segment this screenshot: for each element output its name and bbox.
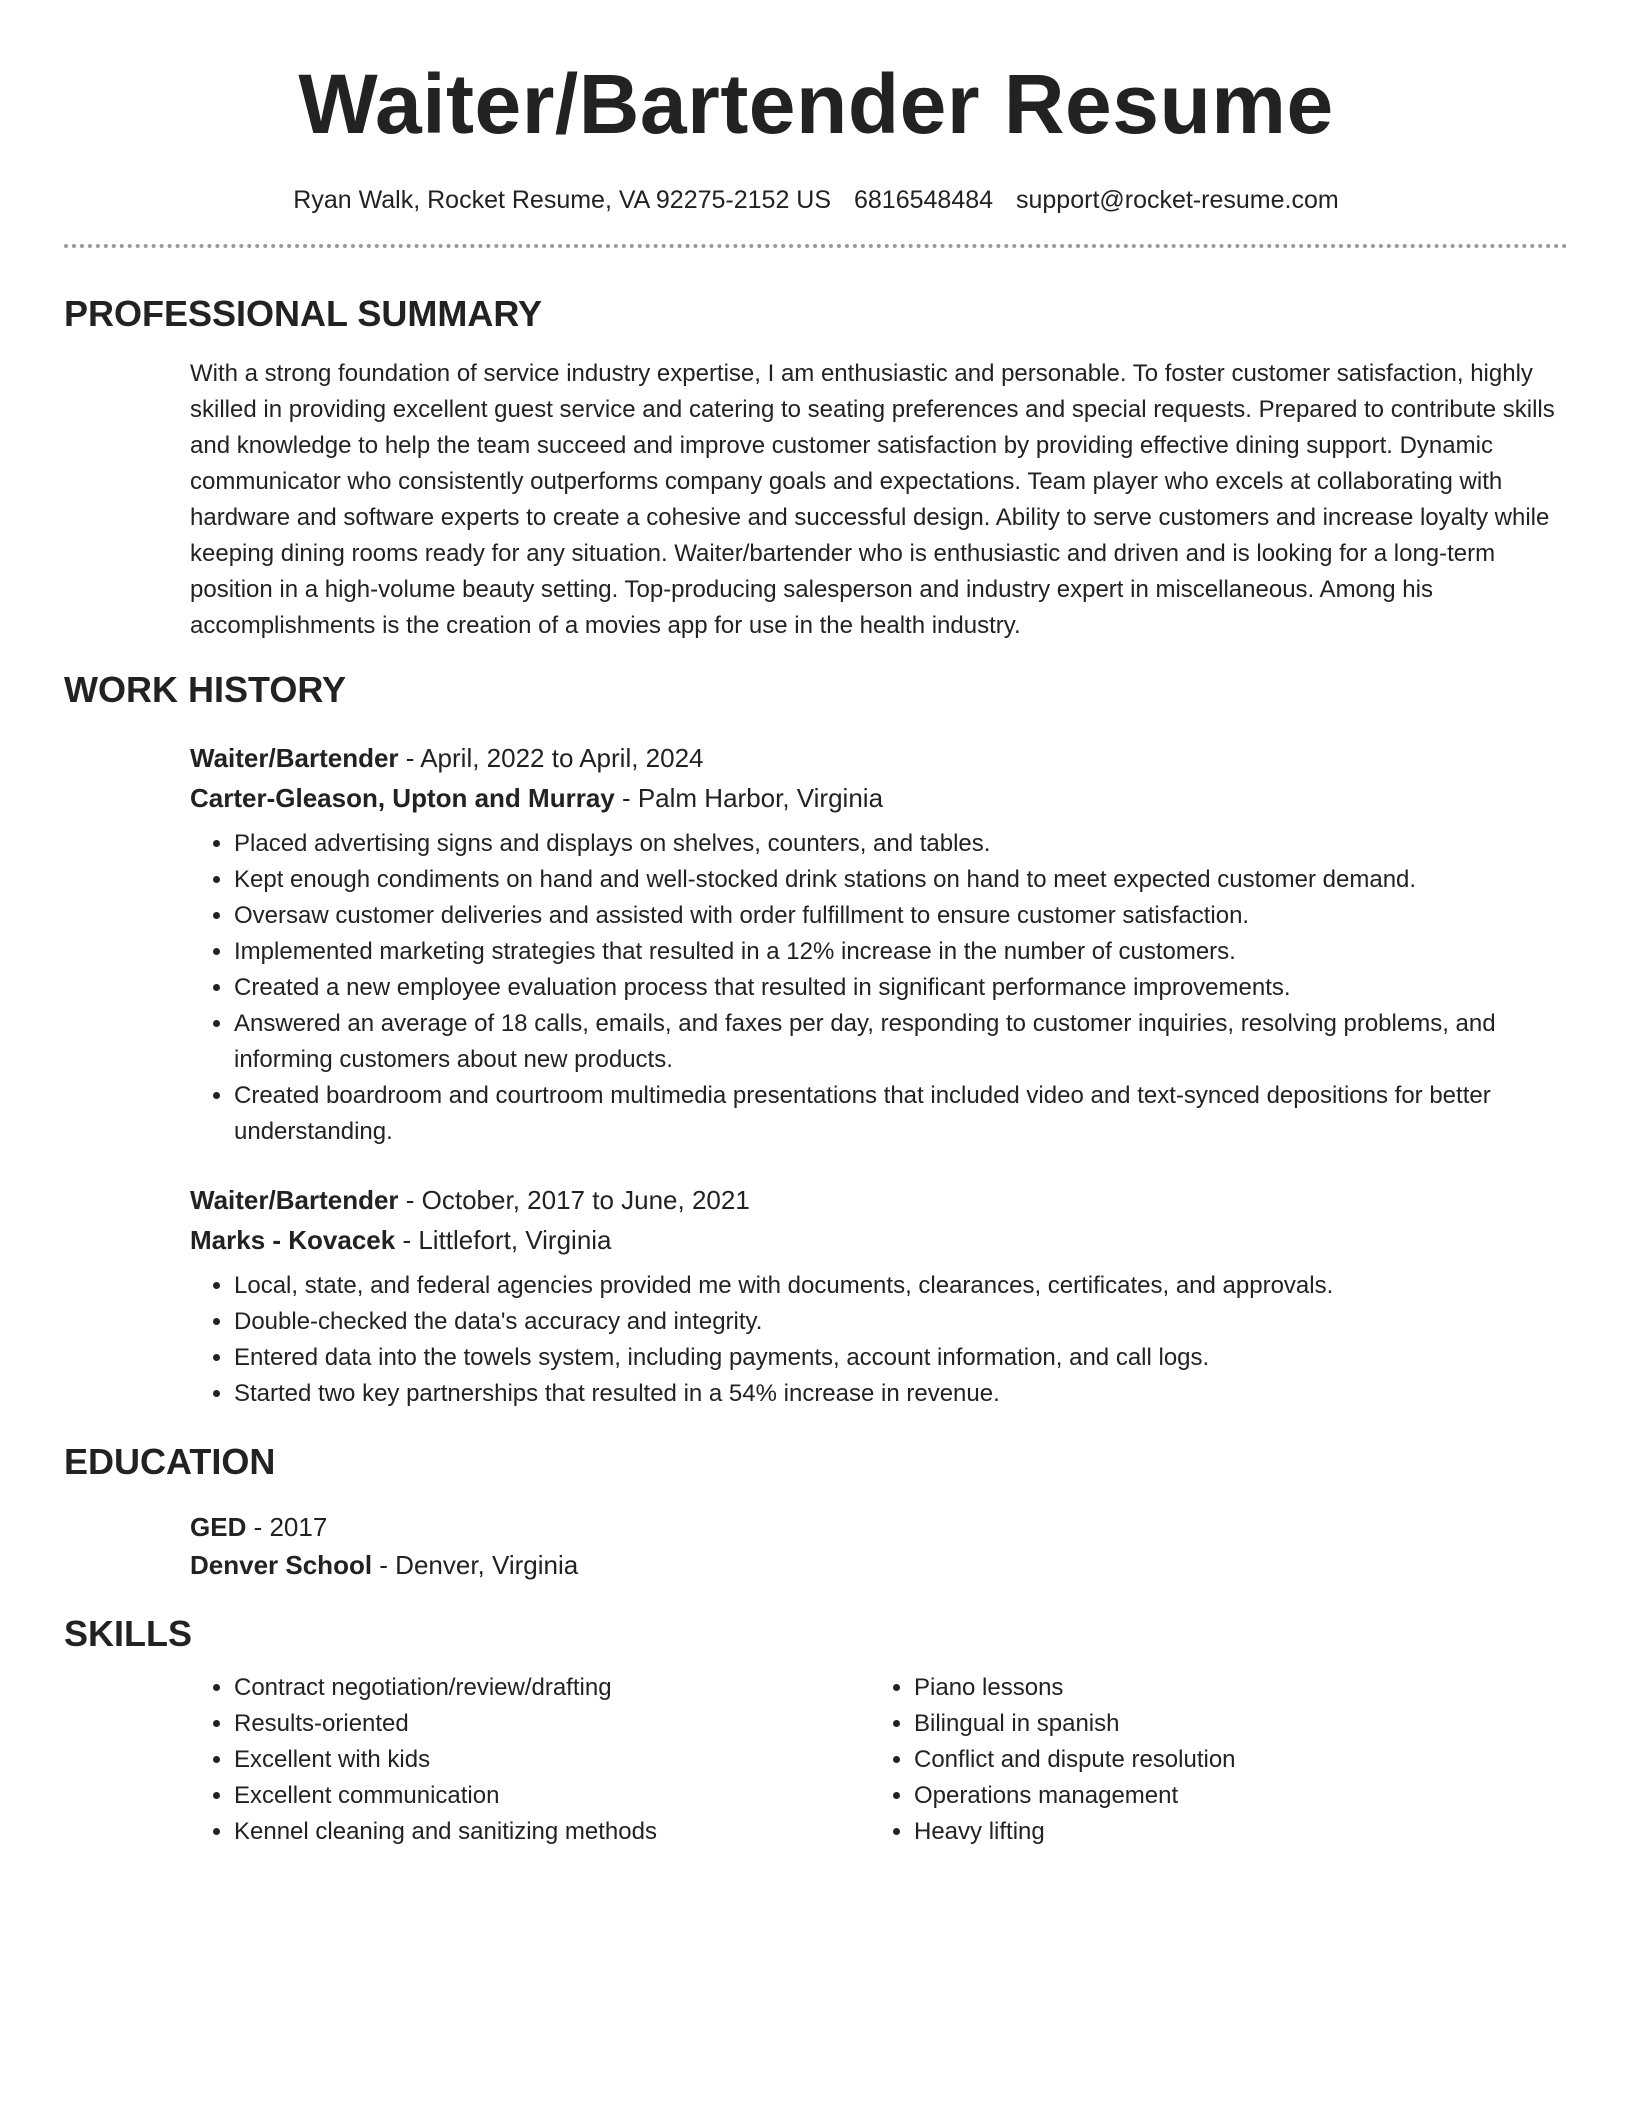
section-heading-education: EDUCATION	[64, 1441, 276, 1482]
job-dates: - April, 2022 to April, 2024	[398, 743, 704, 773]
education-entry	[190, 1508, 1568, 1584]
job-entry	[190, 738, 1568, 1150]
list-item: • Conflict and dispute resolution	[914, 1742, 1550, 1778]
contact-address: Ryan Walk, Rocket Resume, VA 92275-2152 US	[293, 186, 832, 214]
list-item: • Local, state, and federal agencies provided me with documents, clearances, certificates, and approvals.	[234, 1268, 1568, 1304]
page-title: Waiter/Bartender Resume	[298, 57, 1334, 151]
list-item: • Kept enough condiments on hand and well-stocked drink stations on hand to meet expected customer demand.	[234, 862, 1568, 898]
list-item: • Oversaw customer deliveries and assisted with order fulfillment to ensure customer satisfaction.	[234, 898, 1568, 934]
list-item: • Piano lessons	[914, 1670, 1550, 1706]
skills-columns	[190, 1670, 1568, 1850]
job-title-line	[190, 738, 1568, 778]
summary-text: With a strong foundation of service industry expertise, I am enthusiastic and personable. To foster customer satisfaction, highly skilled in providing excellent guest service and catering to seating preferences and special requests. Prepared to contribute skills and knowledge to help the team succeed and improve customer satisfaction by providing effective dining support. Dynamic communicator who consistently outperforms company goals and expectations. Team player who excels at collaborating with hardware and software experts to create a cohesive and successful design. Ability to serve customers and increase loyalty while keeping dining rooms ready for any situation. Waiter/bartender who is enthusiastic and driven and is looking for a long-term position in a high-volume beauty setting. Top-producing salesperson and industry expert in miscellaneous. Among his accomplishments is the creation of a movies app for use in the health industry.	[190, 360, 1555, 639]
education-year: - 2017	[246, 1512, 328, 1542]
section-heading-work-history: WORK HISTORY	[64, 669, 347, 710]
list-item: • Implemented marketing strategies that resulted in a 12% increase in the number of customers.	[234, 934, 1568, 970]
skills-list-right	[870, 1670, 1550, 1850]
header-divider	[64, 244, 1568, 248]
list-item: • Placed advertising signs and displays on shelves, counters, and tables.	[234, 826, 1568, 862]
list-item: • Answered an average of 18 calls, emails, and faxes per day, responding to customer inquiries, resolving problems, and informing customers about new products.	[234, 1006, 1568, 1078]
list-item: • Double-checked the data's accuracy and integrity.	[234, 1304, 1568, 1340]
job-company: Marks - Kovacek	[190, 1225, 396, 1255]
job-title: Waiter/Bartender	[190, 1185, 399, 1215]
list-item: • Entered data into the towels system, including payments, account information, and call logs.	[234, 1340, 1568, 1376]
job-entry	[190, 1180, 1568, 1412]
job-location: - Palm Harbor, Virginia	[614, 783, 884, 813]
list-item: • Created boardroom and courtroom multimedia presentations that included video and text-synced depositions for better understanding.	[234, 1078, 1568, 1150]
list-item: • Results-oriented	[234, 1706, 870, 1742]
contact-email: support@rocket-resume.com	[1016, 186, 1339, 214]
section-heading-summary: PROFESSIONAL SUMMARY	[64, 293, 543, 334]
contact-line	[64, 184, 1568, 216]
list-item: • Bilingual in spanish	[914, 1706, 1550, 1742]
education-location: - Denver, Virginia	[372, 1550, 579, 1580]
job-title: Waiter/Bartender	[190, 743, 399, 773]
list-item: • Excellent with kids	[234, 1742, 870, 1778]
list-item: • Operations management	[914, 1778, 1550, 1814]
education-school: Denver School	[190, 1550, 373, 1580]
job-duties-list	[190, 1268, 1568, 1412]
section-heading-skills: SKILLS	[64, 1613, 193, 1654]
job-title-line	[190, 1180, 1568, 1220]
skills-list-left	[190, 1670, 870, 1850]
job-company: Carter-Gleason, Upton and Murray	[190, 783, 615, 813]
job-location: - Littlefort, Virginia	[395, 1225, 612, 1255]
list-item: • Started two key partnerships that resulted in a 54% increase in revenue.	[234, 1376, 1568, 1412]
education-degree: GED	[190, 1512, 247, 1542]
list-item: • Contract negotiation/review/drafting	[234, 1670, 870, 1706]
job-company-line	[190, 778, 1568, 818]
job-company-line	[190, 1220, 1568, 1260]
contact-phone: 6816548484	[854, 186, 994, 214]
job-dates: - October, 2017 to June, 2021	[398, 1185, 750, 1215]
list-item: • Kennel cleaning and sanitizing methods	[234, 1814, 870, 1850]
education-school-line	[190, 1546, 1568, 1584]
job-duties-list	[190, 826, 1568, 1150]
education-degree-line	[190, 1508, 1568, 1546]
list-item: • Heavy lifting	[914, 1814, 1550, 1850]
list-item: • Created a new employee evaluation process that resulted in significant performance improvements.	[234, 970, 1568, 1006]
list-item: • Excellent communication	[234, 1778, 870, 1814]
